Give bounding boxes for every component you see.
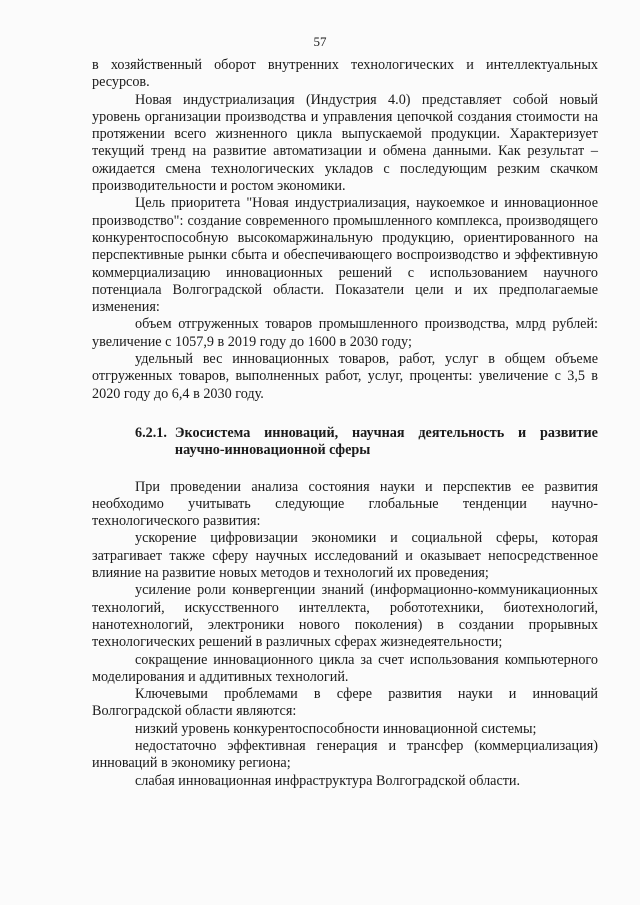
paragraph: недостаточно эффективная генерация и трансфер (коммерциализация) инноваций в экономику региона; bbox=[92, 737, 598, 772]
section-heading bbox=[135, 425, 598, 460]
paragraph: Цель приоритета "Новая индустриализация, наукоемкое и инновационное производство": создание современного промышленного комплекса, производящего конкурентоспособную высокомаржинальную продукцию, ориентированного на перспективные рынки сбыта и обеспечивающего воспроизводство и эффективную коммерциализацию инновационных решений с использованием научного потенциала Волгоградской области. Показатели цели и их предполагаемые изменения: bbox=[92, 195, 598, 316]
paragraph: усиление роли конвергенции знаний (информационно-коммуникационных технологий, искусственного интеллекта, робототехники, биотехнологий, нанотехнологий, электроники нового поколения) в создании прорывных технологических решений в различных сферах жизнедеятельности; bbox=[92, 582, 598, 651]
page-number: 57 bbox=[313, 34, 327, 49]
paragraph: слабая инновационная инфраструктура Волгоградской области. bbox=[135, 772, 521, 789]
paragraph: ускорение цифровизации экономики и социальной сферы, которая затрагивает также сферу научных исследований и оказывает непосредственное влияние на развитие новых методов и технологий их проведения; bbox=[92, 530, 598, 582]
paragraph: сокращение инновационного цикла за счет использования компьютерного моделирования и аддитивных технологий. bbox=[92, 651, 598, 685]
spacer bbox=[92, 460, 598, 479]
section-number: 6.2.1. bbox=[135, 424, 167, 441]
paragraph: Ключевыми проблемами в сфере развития науки и инноваций Волгоградской области являются: bbox=[92, 686, 598, 720]
spacer bbox=[92, 403, 598, 425]
paragraph: в хозяйственный оборот внутренних технологических и интеллектуальных ресурсов. bbox=[92, 57, 598, 91]
section-title: Экосистема инноваций, научная деятельность и развитие научно-инновационной сферы bbox=[174, 424, 598, 459]
paragraph: При проведении анализа состояния науки и перспектив ее развития необходимо учитывать следующие глобальные тенденции научно-технологического развития: bbox=[92, 478, 598, 530]
document-body bbox=[92, 57, 598, 790]
paragraph: удельный вес инновационных товаров, работ, услуг в общем объеме отгруженных товаров, выполненных работ, услуг, проценты: увеличение с 3,5 в 2020 году до 6,4 в 2030 году. bbox=[92, 351, 598, 402]
paragraph: объем отгруженных товаров промышленного производства, млрд рублей: увеличение с 1057,9 в 2019 году до 1600 в 2030 году; bbox=[92, 316, 598, 350]
paragraph: Новая индустриализация (Индустрия 4.0) представляет собой новый уровень организации производства и управления цепочкой создания стоимости на протяжении всего жизненного цикла выпускаемой продукции. Характеризует текущий тренд на развитие автоматизации и обмена данными. Как результат – ожидается смена технологических укладов с последующим резким скачком производительности и ростом экономики. bbox=[92, 91, 598, 195]
paragraph: низкий уровень конкурентоспособности инновационной системы; bbox=[135, 720, 537, 737]
